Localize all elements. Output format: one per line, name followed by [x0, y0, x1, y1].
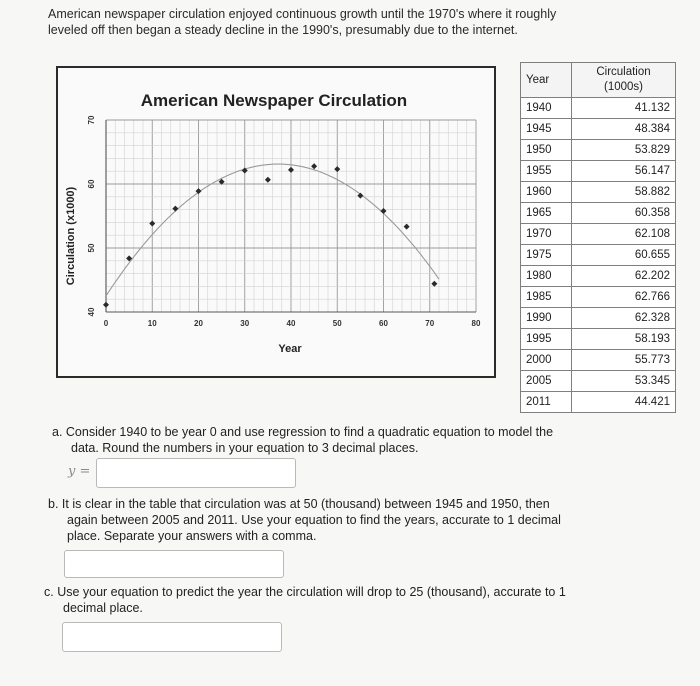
table-header-row: [521, 63, 676, 98]
x-tick-label: 20: [194, 319, 203, 328]
circulation-table: [520, 62, 676, 413]
x-tick-label: 70: [425, 319, 435, 328]
x-tick-label: 0: [103, 319, 109, 328]
data-point: [381, 208, 387, 214]
value-cell: 62.202: [572, 266, 676, 287]
year-cell: 1960: [521, 182, 572, 203]
chart-title: American Newspaper Circulation: [140, 91, 408, 110]
data-point: [172, 206, 178, 212]
value-cell: 41.132: [572, 98, 676, 119]
question-c-line-1: c. Use your equation to predict the year the circulation will drop to 25 (thousand), accurate to 1: [44, 585, 566, 599]
x-tick-label: 40: [286, 319, 296, 328]
tick-labels: [87, 115, 481, 328]
value-cell: 58.882: [572, 182, 676, 203]
table-row: [521, 98, 676, 119]
value-cell: 62.108: [572, 224, 676, 245]
value-cell: 44.421: [572, 392, 676, 413]
question-b-line-3: place. Separate your answers with a comma.: [67, 529, 317, 543]
value-cell: 60.655: [572, 245, 676, 266]
table-row: [521, 161, 676, 182]
table-row: [521, 350, 676, 371]
y-tick-label: 50: [87, 243, 96, 253]
question-a-line-2: data. Round the numbers in your equation to 3 decimal places.: [71, 441, 419, 455]
intro-line-1: American newspaper circulation enjoyed continuous growth until the 1970's where it roughly: [48, 7, 557, 21]
answer-input-c[interactable]: [62, 622, 282, 652]
answer-input-b[interactable]: [64, 550, 284, 578]
y-tick-label: 60: [87, 179, 96, 189]
scatter-chart: [56, 66, 496, 378]
year-cell: 1955: [521, 161, 572, 182]
table-row: [521, 245, 676, 266]
year-cell: 1995: [521, 329, 572, 350]
question-b: [48, 496, 668, 544]
year-cell: 2011: [521, 392, 572, 413]
chart-canvas: [58, 68, 494, 376]
table-row: [521, 119, 676, 140]
question-c-line-2: decimal place.: [63, 601, 143, 615]
value-cell: 48.384: [572, 119, 676, 140]
question-a: [52, 424, 652, 456]
year-cell: 1945: [521, 119, 572, 140]
value-cell: 53.829: [572, 140, 676, 161]
value-cell: 53.345: [572, 371, 676, 392]
question-a-line-1: a. Consider 1940 to be year 0 and use regression to find a quadratic equation to model the: [52, 425, 554, 439]
year-cell: 1980: [521, 266, 572, 287]
x-tick-label: 10: [147, 319, 157, 328]
table-row: [521, 287, 676, 308]
table-row: [521, 182, 676, 203]
x-tick-label: 60: [379, 319, 388, 328]
table-row: [521, 203, 676, 224]
table-row: [521, 224, 676, 245]
table-row: [521, 140, 676, 161]
value-cell: 62.328: [572, 308, 676, 329]
year-cell: 1950: [521, 140, 572, 161]
table-row: [521, 266, 676, 287]
intro-line-2: leveled off then began a steady decline in the 1990's, presumably due to the internet.: [48, 23, 518, 37]
data-point: [149, 220, 155, 226]
table-row: [521, 308, 676, 329]
value-cell: 60.358: [572, 203, 676, 224]
header-circulation-line2: (1000s): [604, 81, 643, 93]
intro-text: [48, 6, 648, 38]
x-axis-label: Year: [278, 343, 302, 355]
year-cell: 1970: [521, 224, 572, 245]
table-row: [521, 371, 676, 392]
x-tick-label: 30: [240, 319, 250, 328]
year-cell: 1985: [521, 287, 572, 308]
question-b-line-1: b. It is clear in the table that circulation was at 50 (thousand) between 1945 and 1950, then: [48, 497, 550, 511]
year-cell: 2005: [521, 371, 572, 392]
data-point: [357, 193, 363, 199]
data-point: [288, 167, 294, 173]
year-cell: 1990: [521, 308, 572, 329]
year-cell: 1940: [521, 98, 572, 119]
value-cell: 56.147: [572, 161, 676, 182]
y-tick-label: 40: [87, 307, 96, 317]
year-cell: 2000: [521, 350, 572, 371]
table-row: [521, 329, 676, 350]
data-point: [265, 177, 271, 183]
question-b-line-2: again between 2005 and 2011. Use your equation to find the years, accurate to 1 decimal: [67, 513, 561, 527]
year-cell: 1965: [521, 203, 572, 224]
header-circulation: [572, 63, 676, 98]
question-c: [44, 584, 694, 616]
data-point: [431, 281, 437, 287]
header-year: Year: [521, 63, 572, 98]
x-tick-label: 50: [332, 319, 342, 328]
value-cell: 62.766: [572, 287, 676, 308]
year-cell: 1975: [521, 245, 572, 266]
data-point: [404, 224, 410, 230]
data-point: [103, 302, 109, 308]
table-row: [521, 392, 676, 413]
x-tick-label: 80: [471, 319, 481, 328]
equation-prefix: y =: [68, 464, 91, 479]
value-cell: 55.773: [572, 350, 676, 371]
y-tick-label: 70: [87, 115, 96, 125]
data-point: [311, 163, 317, 169]
data-points: [103, 163, 437, 307]
y-axis-label: Circulation (x1000): [65, 186, 77, 286]
chart-grid: [106, 120, 476, 312]
answer-input-a[interactable]: [96, 458, 296, 488]
value-cell: 58.193: [572, 329, 676, 350]
header-circulation-line1: Circulation: [596, 66, 651, 78]
